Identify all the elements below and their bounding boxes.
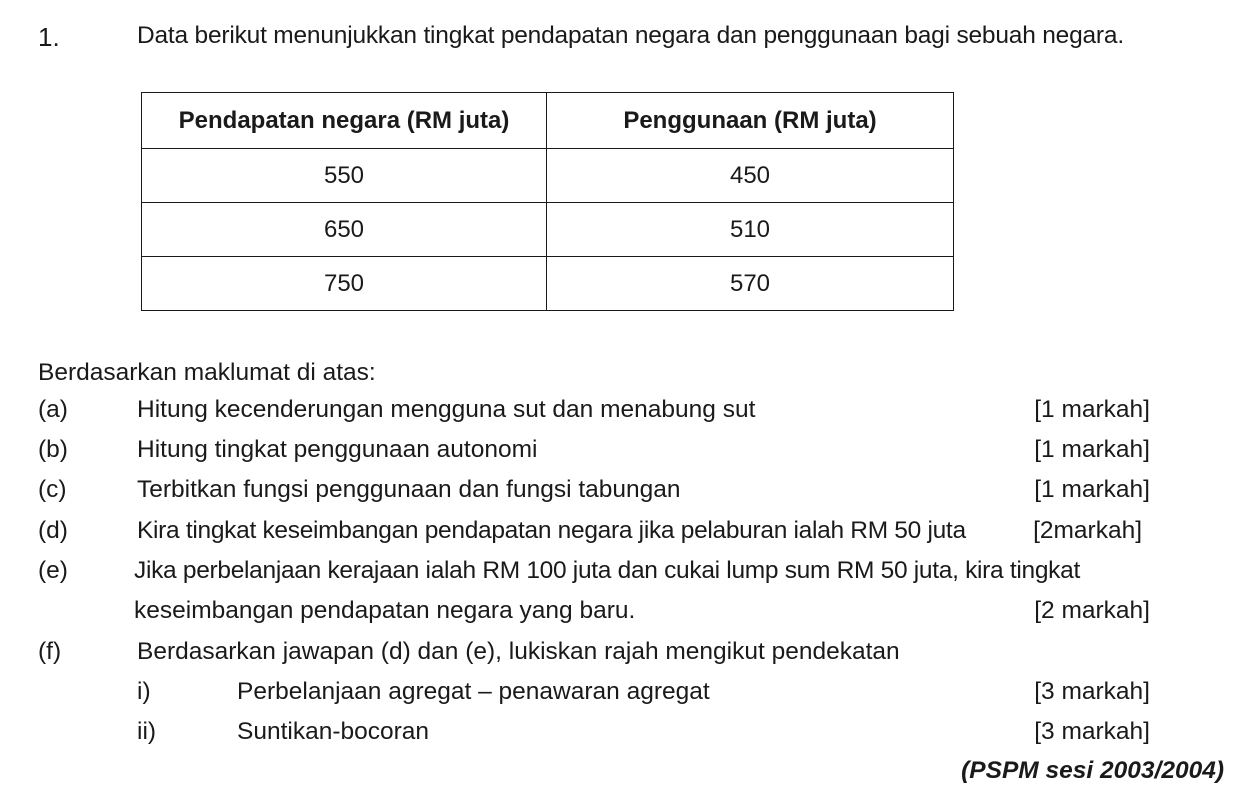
subpart-label: ii) xyxy=(137,718,157,745)
part-marks: [2markah] xyxy=(1033,517,1142,544)
column-header-income: Pendapatan negara (RM juta) xyxy=(142,93,547,149)
question-part-d xyxy=(0,517,1238,549)
table-cell-income: 750 xyxy=(142,257,547,311)
part-text-continued: keseimbangan pendapatan negara yang baru. xyxy=(134,597,636,624)
part-marks: [2 markah] xyxy=(1034,597,1150,624)
part-label: (e) xyxy=(38,557,68,584)
table-header-row xyxy=(142,93,954,149)
question-part-b xyxy=(0,436,1238,468)
question-subpart-i xyxy=(0,678,1238,710)
subpart-text: Perbelanjaan agregat – penawaran agregat xyxy=(237,678,710,705)
part-label: (c) xyxy=(38,476,67,503)
subpart-marks: [3 markah] xyxy=(1034,678,1150,705)
subpart-marks: [3 markah] xyxy=(1034,718,1150,745)
table-cell-income: 650 xyxy=(142,203,547,257)
instruction-lead: Berdasarkan maklumat di atas: xyxy=(38,359,376,386)
exam-source: (PSPM sesi 2003/2004) xyxy=(961,757,1224,784)
table-cell-income: 550 xyxy=(142,149,547,203)
subpart-text: Suntikan-bocoran xyxy=(237,718,430,745)
column-header-consumption: Penggunaan (RM juta) xyxy=(547,93,954,149)
table-cell-consumption: 510 xyxy=(547,203,954,257)
subpart-label: i) xyxy=(137,678,151,705)
part-marks: [1 markah] xyxy=(1034,396,1150,423)
question-part-c xyxy=(0,476,1238,508)
part-text: Terbitkan fungsi penggunaan dan fungsi tabungan xyxy=(137,476,681,503)
part-label: (f) xyxy=(38,638,62,665)
part-label: (d) xyxy=(38,517,68,544)
question-number: 1. xyxy=(38,22,60,52)
question-part-f xyxy=(0,638,1238,670)
question-part-e xyxy=(0,557,1238,589)
income-consumption-table xyxy=(141,92,954,311)
part-marks: [1 markah] xyxy=(1034,476,1150,503)
part-text: Kira tingkat keseimbangan pendapatan negara jika pelaburan ialah RM 50 juta xyxy=(137,517,966,544)
question-part-e-continued xyxy=(0,597,1238,629)
part-text: Berdasarkan jawapan (d) dan (e), lukiskan rajah mengikut pendekatan xyxy=(137,638,900,665)
table-cell-consumption: 450 xyxy=(547,149,954,203)
part-marks: [1 markah] xyxy=(1034,436,1150,463)
part-text: Hitung tingkat penggunaan autonomi xyxy=(137,436,538,463)
table-row xyxy=(142,149,954,203)
question-intro: Data berikut menunjukkan tingkat pendapatan negara dan penggunaan bagi sebuah negara. xyxy=(137,22,1124,49)
part-text: Jika perbelanjaan kerajaan ialah RM 100 juta dan cukai lump sum RM 50 juta, kira tingkat xyxy=(134,557,1080,584)
question-part-a xyxy=(0,396,1238,428)
question-subpart-ii xyxy=(0,718,1238,750)
part-label: (a) xyxy=(38,396,68,423)
part-text: Hitung kecenderungan mengguna sut dan menabung sut xyxy=(137,396,756,423)
table-cell-consumption: 570 xyxy=(547,257,954,311)
table-row xyxy=(142,203,954,257)
table-row xyxy=(142,257,954,311)
part-label: (b) xyxy=(38,436,68,463)
